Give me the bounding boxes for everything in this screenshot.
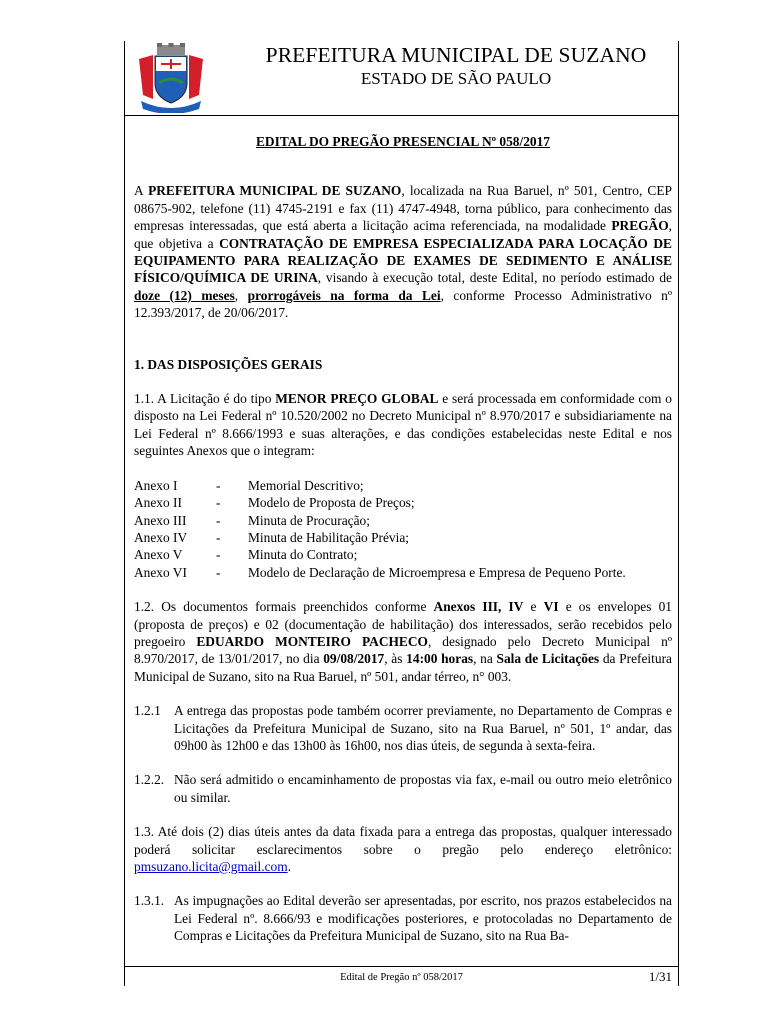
municipal-crest-icon [135,43,207,113]
footer-divider [125,966,678,967]
email-link[interactable]: pmsuzano.licita@gmail.com [134,859,288,874]
paragraph-1-2-1: 1.2.1 A entrega das propostas pode também ocorrer previamente, no Departamento de Compras e Licitações da Prefeitura Municipal de Suzano, sito na Rua Baruel, nº 501, 1º andar, das 09h00 às 12h00 e das 13h00 às 16h00, nos dias úteis, de segunda à sexta-feira. [134,703,672,753]
annex-item: Anexo IV - Minuta de Habilitação Prévia; [134,529,410,545]
page-title: PREFEITURA MUNICIPAL DE SUZANO [265,43,647,67]
document-body [134,133,672,945]
footer-text: Edital de Pregão nº 058/2017 [340,972,463,983]
paragraph-1-1: 1.1. A Licitação é do tipo MENOR PREÇO GLOBAL e será processada em conformidade com o disposto na Lei Federal nº 10.520/2002 no Decreto Municipal nº 8.970/2017 e subsidiariamente na Lei Federal nº 8.666/1993 e suas alterações, e das condições estabelecidas neste Edital e nos seguintes Anexos que o integram: [134,391,672,459]
document-page [124,41,679,986]
paragraph-1-2: 1.2. Os documentos formais preenchidos conforme Anexos III, IV e VI e os envelopes 01 (proposta de preços) e 02 (documentação de habilitação) dos interessados, serão recebidos pelo pregoeiro EDUARDO MONTEIRO PACHECO, designado pelo Decreto Municipal nº 8.970/2017, de 13/01/2017, no dia 09/08/2017, às 14:00 horas, na Sala de Licitações da Prefeitura Municipal de Suzano, sito na Rua Baruel, nº 501, andar térreo, n° 003. [134,599,673,684]
section-heading-1: 1. DAS DISPOSIÇÕES GERAIS [134,356,323,372]
annex-item: Anexo III - Minuta de Procuração; [134,512,370,528]
paragraph-1-3-1: 1.3.1. As impugnações ao Edital deverão ser apresentadas, por escrito, nos prazos estabelecidos na Lei Federal nº. 8.666/93 e modificações posteriores, e protocoladas no Departamento de Compras e Licitações da Prefeitura Municipal de Suzano, sito na Rua Ba- [134,893,672,944]
paragraph-1-2-2: 1.2.2. Não será admitido o encaminhamento de propostas via fax, e-mail ou outro meio eletrônico ou similar. [134,772,672,805]
page-number: 1/31 [648,969,672,984]
paragraph-1-3: 1.3. Até dois (2) dias úteis antes da data fixada para a entrega das propostas, qualquer interessado poderá solicitar esclarecimentos sobre o pregão pelo endereço eletrônico: pmsuzano.licita@gmail.com. [134,824,672,874]
annex-item: Anexo VI - Modelo de Declaração de Microempresa e Empresa de Pequeno Porte. [134,564,626,580]
page-subtitle: ESTADO DE SÃO PAULO [360,69,552,88]
annex-list [134,477,672,581]
annex-item: Anexo V - Minuta do Contrato; [134,547,358,563]
annex-item: Anexo I - Memorial Descritivo; [134,477,364,493]
intro-paragraph: A PREFEITURA MUNICIPAL DE SUZANO, localizada na Rua Baruel, nº 501, Centro, CEP 08675-902, telefone (11) 4745-2191 e fax (11) 4747-4948, torna público, para conhecimento das empresas interessadas, que está aberta a licitação acima referenciada, na modalidade PREGÃO, que objetiva a CONTRATAÇÃO DE EMPRESA ESPECIALIZADA PARA LOCAÇÃO DE EQUIPAMENTO PARA REALIZAÇÃO DE EXAMES DE SEDIMENTO E ANÁLISE FÍSICO/QUÍMICA DE URINA, visando à execução total, deste Edital, no período estimado de doze (12) meses, prorrogáveis na forma da Lei, conforme Processo Administrativo nº 12.393/2017, de 20/06/2017. [134,183,672,321]
header-divider [125,115,678,116]
annex-item: Anexo II - Modelo de Proposta de Preços; [134,495,415,511]
edital-title: EDITAL DO PREGÃO PRESENCIAL Nº 058/2017 [256,134,550,149]
